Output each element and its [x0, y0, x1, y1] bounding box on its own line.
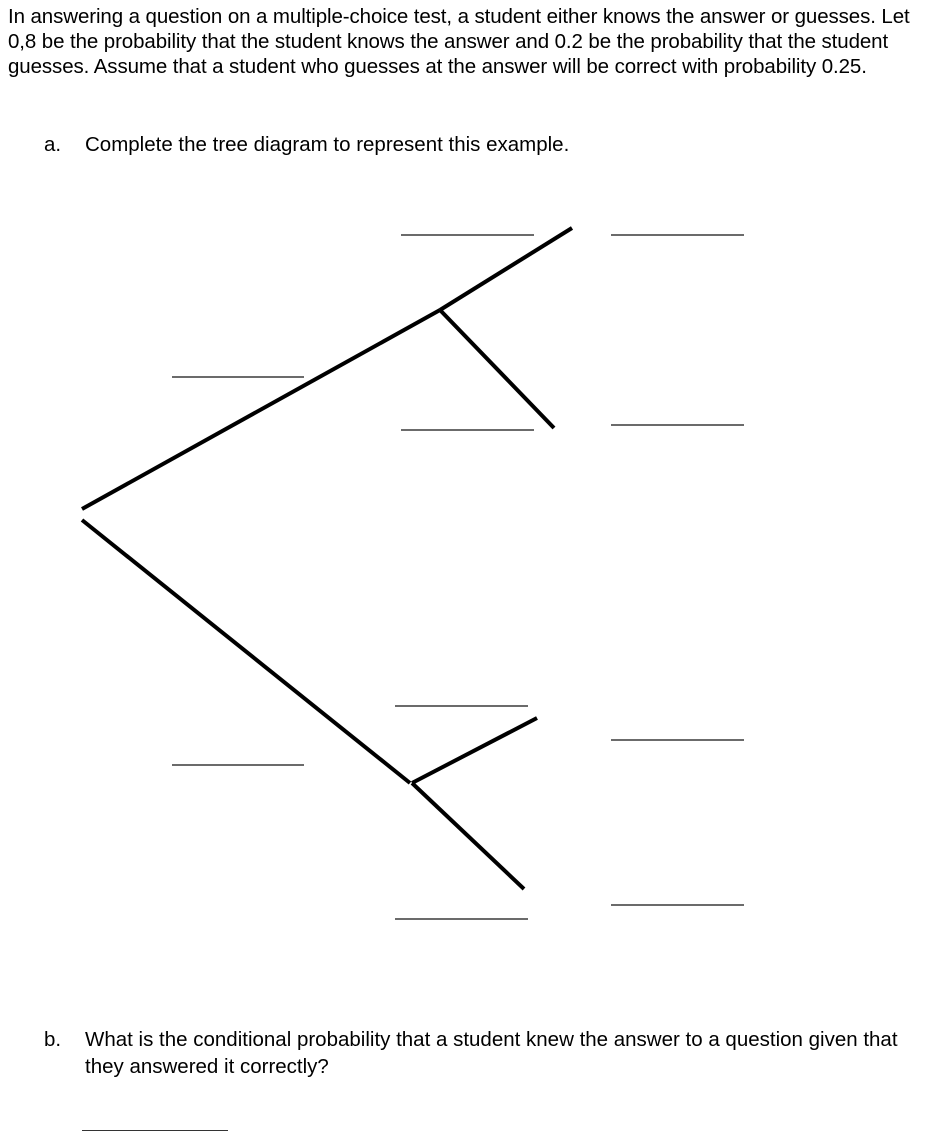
branch-upper-up: [440, 228, 572, 310]
part-a-marker: a.: [44, 133, 62, 156]
stage2-blank-2[interactable]: [401, 429, 534, 431]
part-b-text: What is the conditional probability that a student knew the answer to a question given that they answered it correctly?: [85, 1028, 898, 1078]
part-a-text: Complete the tree diagram to represent this example.: [85, 133, 570, 156]
outcome-blank-4[interactable]: [611, 904, 744, 906]
stage1-blank-upper[interactable]: [172, 376, 304, 378]
outcome-blank-2[interactable]: [611, 424, 744, 426]
branch-root-upper: [82, 310, 440, 509]
branch-upper-down: [440, 310, 554, 428]
stage2-blank-3[interactable]: [395, 705, 528, 707]
part-b-answer-blank[interactable]: [82, 1130, 228, 1131]
stage2-blank-1[interactable]: [401, 234, 534, 236]
part-b-marker: b.: [44, 1028, 62, 1051]
stage1-blank-lower[interactable]: [172, 764, 304, 766]
outcome-blank-3[interactable]: [611, 739, 744, 741]
outcome-blank-1[interactable]: [611, 234, 744, 236]
stage2-blank-4[interactable]: [395, 918, 528, 920]
branch-lower-down: [412, 783, 524, 889]
branch-lower-up: [412, 718, 537, 783]
problem-intro: In answering a question on a multiple-choice test, a student either knows the answer or guesses. Let 0,8 be the probability that the student knows the answer and 0.2 be the probability that the student guesses. Assume that a student who guesses at the answer will be correct with probability 0.25.: [8, 5, 910, 78]
branch-root-lower: [82, 520, 410, 783]
part-b-prompt: [44, 1026, 914, 1080]
